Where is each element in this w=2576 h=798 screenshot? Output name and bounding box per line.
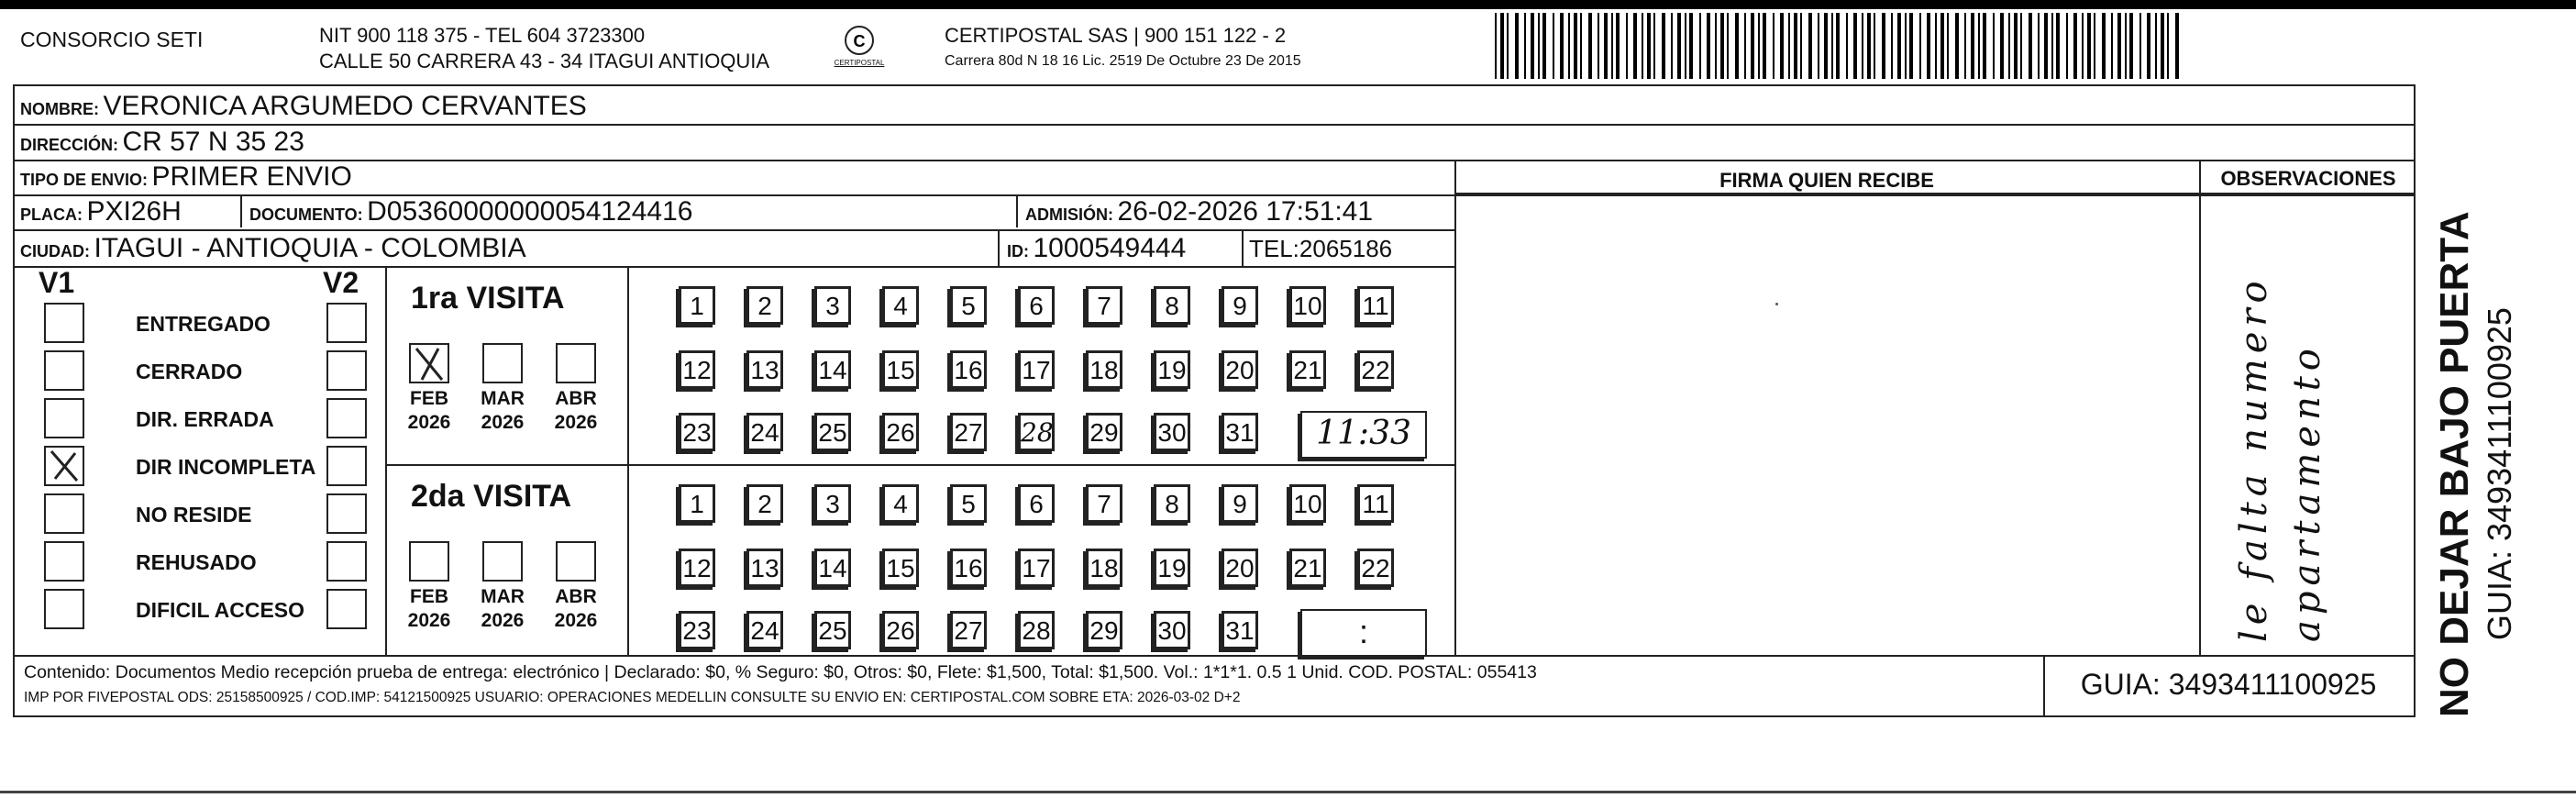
barcode-bar bbox=[1909, 13, 1913, 79]
barcode-bar bbox=[1588, 13, 1592, 79]
barcode-bar bbox=[1707, 13, 1710, 79]
rule bbox=[385, 464, 1454, 466]
plate-value: PXI26H bbox=[86, 196, 182, 227]
rule bbox=[13, 229, 1454, 231]
name-row bbox=[20, 91, 587, 122]
address-row bbox=[20, 127, 304, 158]
barcode-bar bbox=[1905, 13, 1907, 79]
barcode-bar bbox=[2020, 13, 2022, 79]
barcode-bar bbox=[2147, 13, 2150, 79]
barcode-bar bbox=[1604, 13, 1608, 79]
day-box[interactable]: 23 bbox=[679, 413, 715, 451]
barcode-bar bbox=[1818, 13, 1819, 79]
day-box[interactable]: 23 bbox=[679, 611, 715, 649]
barcode-bar bbox=[1744, 13, 1746, 79]
rule bbox=[1242, 231, 1244, 266]
frame-left bbox=[13, 84, 15, 717]
barcode-bar bbox=[1500, 13, 1504, 79]
day-box[interactable]: 8 bbox=[1154, 484, 1190, 523]
day-box[interactable]: 13 bbox=[746, 549, 783, 587]
admission-label: ADMISIÓN: bbox=[1025, 205, 1113, 224]
address-value: CR 57 N 35 23 bbox=[122, 127, 304, 157]
day-box[interactable]: 30 bbox=[1154, 413, 1190, 451]
observations-header: OBSERVACIONES bbox=[2220, 167, 2396, 190]
signature-area[interactable] bbox=[1454, 194, 2199, 653]
day-box[interactable]: 28 bbox=[1018, 413, 1055, 451]
barcode-bar bbox=[2139, 13, 2141, 79]
month-checkbox[interactable] bbox=[556, 343, 596, 383]
month-label bbox=[402, 585, 457, 633]
day-box[interactable]: 26 bbox=[882, 413, 919, 451]
barcode-bar bbox=[2066, 13, 2068, 79]
barcode-bar bbox=[1715, 13, 1717, 79]
day-box[interactable]: 22 bbox=[1357, 350, 1394, 389]
frame-top bbox=[13, 84, 2416, 86]
barcode-bar bbox=[1685, 13, 1686, 79]
barcode-bar bbox=[1751, 13, 1754, 79]
day-box[interactable]: 3 bbox=[814, 286, 851, 325]
observations-handwriting bbox=[2206, 211, 2389, 642]
day-box[interactable]: 27 bbox=[950, 611, 987, 649]
rule bbox=[240, 194, 242, 227]
barcode-bar bbox=[2051, 13, 2053, 79]
month-name: MAR bbox=[481, 388, 525, 409]
month-year: 2026 bbox=[481, 412, 525, 433]
rule bbox=[385, 266, 387, 655]
plate-label: PLACA: bbox=[20, 205, 83, 224]
barcode-bar bbox=[1993, 13, 1995, 79]
barcode-bar bbox=[2102, 13, 2106, 79]
barcode-bar bbox=[2014, 13, 2018, 79]
v2-status-checkbox[interactable] bbox=[326, 541, 367, 582]
status-label: DIR. ERRADA bbox=[136, 407, 274, 431]
barcode-bar bbox=[1897, 13, 1901, 79]
barcode-bar bbox=[1515, 13, 1519, 79]
footer-imp: IMP POR FIVEPOSTAL ODS: 25158500925 / COD.IMP: 54121500925 USUARIO: OPERACIONES MEDELLIN CONSULTE SU ENVIO EN: CERTIPOSTAL.COM SOBRE ETA: 2026-03-02 D+2 bbox=[24, 690, 1241, 705]
admission-value: 26-02-2026 17:51:41 bbox=[1117, 196, 1374, 227]
barcode-bar bbox=[1940, 13, 1944, 79]
barcode-bar bbox=[1919, 13, 1921, 79]
barcode-bar bbox=[1560, 13, 1564, 79]
day-box[interactable]: 21 bbox=[1289, 549, 1326, 587]
month-name: FEB bbox=[410, 388, 448, 409]
v2-status-checkbox[interactable] bbox=[326, 303, 367, 343]
rule bbox=[627, 266, 629, 655]
day-box[interactable]: 11 bbox=[1357, 484, 1394, 523]
day-box[interactable]: 4 bbox=[882, 484, 919, 523]
month-label bbox=[475, 387, 530, 435]
day-box[interactable]: 6 bbox=[1018, 286, 1055, 325]
side-panel bbox=[2414, 84, 2570, 717]
day-box[interactable]: 14 bbox=[814, 350, 851, 389]
barcode-bar bbox=[1971, 13, 1974, 79]
day-box[interactable]: 18 bbox=[1086, 350, 1122, 389]
barcode-bar bbox=[1891, 13, 1893, 79]
barcode-bar bbox=[2111, 13, 2113, 79]
barcode-bar bbox=[1846, 13, 1848, 79]
status-label: NO RESIDE bbox=[136, 503, 252, 526]
day-box[interactable]: 11 bbox=[1357, 286, 1394, 325]
barcode-bar bbox=[1964, 13, 1966, 79]
barcode-bar bbox=[1867, 13, 1871, 79]
day-box[interactable]: 9 bbox=[1222, 484, 1258, 523]
barcode-bar bbox=[1794, 13, 1797, 79]
barcode-bar bbox=[1574, 13, 1577, 79]
day-box[interactable]: 31 bbox=[1222, 413, 1258, 451]
barcode-bar bbox=[1720, 13, 1724, 79]
day-box[interactable]: 27 bbox=[950, 413, 987, 451]
barcode-bar bbox=[1633, 13, 1637, 79]
bottom-edge bbox=[0, 791, 2576, 793]
day-box[interactable]: 5 bbox=[950, 484, 987, 523]
month-year: 2026 bbox=[407, 610, 451, 631]
visit-time-box[interactable]: 11:33 bbox=[1300, 411, 1427, 459]
month-checkbox[interactable] bbox=[482, 343, 523, 383]
barcode-bar bbox=[1800, 13, 1802, 79]
barcode-bar bbox=[1983, 13, 1986, 79]
barcode-bar bbox=[1568, 13, 1570, 79]
month-name: ABR bbox=[555, 388, 597, 409]
month-label bbox=[548, 387, 603, 435]
barcode-bar bbox=[1824, 13, 1828, 79]
month-name: FEB bbox=[410, 586, 448, 607]
barcode-bar bbox=[2008, 13, 2010, 79]
barcode-bar bbox=[2000, 13, 2004, 79]
day-box[interactable]: 26 bbox=[882, 611, 919, 649]
barcode-bar bbox=[1874, 13, 1875, 79]
day-box[interactable]: 9 bbox=[1222, 286, 1258, 325]
day-box[interactable]: 24 bbox=[746, 413, 783, 451]
v1-status-checkbox[interactable] bbox=[44, 493, 84, 534]
day-box[interactable]: 19 bbox=[1154, 549, 1190, 587]
rule bbox=[13, 124, 2416, 126]
day-box[interactable]: 25 bbox=[814, 611, 851, 649]
day-box[interactable]: 1 bbox=[679, 484, 715, 523]
observation-line-1: le falta numero bbox=[2233, 275, 2275, 642]
document-value: D05360000000054124416 bbox=[367, 196, 693, 227]
footer-guide: GUIA: 3493411100925 bbox=[2080, 668, 2377, 701]
rule bbox=[2199, 160, 2201, 655]
city-label: CIUDAD: bbox=[20, 242, 90, 260]
day-box[interactable]: 20 bbox=[1222, 350, 1258, 389]
month-year: 2026 bbox=[481, 610, 525, 631]
barcode-bar bbox=[1763, 13, 1766, 79]
barcode-bar bbox=[2082, 13, 2084, 79]
barcode-bar bbox=[1935, 13, 1937, 79]
day-box[interactable]: 2 bbox=[746, 286, 783, 325]
day-box[interactable]: 17 bbox=[1018, 549, 1055, 587]
license-line: Carrera 80d N 18 16 Lic. 2519 De Octubre 23 De 2015 bbox=[945, 53, 1301, 69]
day-box[interactable]: 22 bbox=[1357, 549, 1394, 587]
v1-status-checkbox[interactable] bbox=[44, 541, 84, 582]
v1-status-checkbox[interactable] bbox=[44, 589, 84, 629]
day-box[interactable]: 16 bbox=[950, 350, 987, 389]
barcode-bar bbox=[2094, 13, 2095, 79]
barcode-bar bbox=[2129, 13, 2133, 79]
name-value: VERONICA ARGUMEDO CERVANTES bbox=[103, 91, 587, 121]
plate-field bbox=[20, 196, 182, 227]
month-label bbox=[548, 585, 603, 633]
barcode-bar bbox=[1853, 13, 1857, 79]
barcode-bar bbox=[2073, 13, 2077, 79]
day-box[interactable]: 16 bbox=[950, 549, 987, 587]
v2-status-checkbox[interactable] bbox=[326, 350, 367, 391]
v1-status-checkbox[interactable] bbox=[44, 303, 84, 343]
day-box[interactable]: 6 bbox=[1018, 484, 1055, 523]
month-checkbox[interactable] bbox=[556, 541, 596, 582]
month-year: 2026 bbox=[554, 412, 598, 433]
day-box[interactable]: 3 bbox=[814, 484, 851, 523]
tel-label: TEL: bbox=[1249, 235, 1299, 262]
day-box[interactable]: 10 bbox=[1289, 286, 1326, 325]
status-label: DIFICIL ACCESO bbox=[136, 598, 305, 622]
barcode-bar bbox=[2044, 13, 2048, 79]
barcode-bar bbox=[1699, 13, 1701, 79]
rule bbox=[13, 160, 2416, 161]
day-box[interactable]: 25 bbox=[814, 413, 851, 451]
month-checkbox[interactable] bbox=[409, 541, 449, 582]
barcode-bar bbox=[2087, 13, 2091, 79]
visit-title: 1ra VISITA bbox=[411, 281, 565, 316]
barcode-bar bbox=[1507, 13, 1509, 79]
barcode-bar bbox=[1653, 13, 1655, 79]
dot bbox=[1775, 303, 1778, 305]
rule bbox=[13, 655, 2416, 657]
barcode-bar bbox=[1927, 13, 1930, 79]
barcode-bar bbox=[1735, 13, 1739, 79]
address-label: DIRECCIÓN: bbox=[20, 136, 118, 154]
barcode-bar bbox=[2161, 13, 2164, 79]
barcode-bar bbox=[1662, 13, 1665, 79]
barcode-bar bbox=[1524, 13, 1526, 79]
day-box[interactable]: 8 bbox=[1154, 286, 1190, 325]
barcode-bar bbox=[1882, 13, 1885, 79]
barcode-bar bbox=[1616, 13, 1620, 79]
barcode-bar bbox=[1580, 13, 1582, 79]
v2-label: V2 bbox=[323, 266, 359, 299]
barcode-bar bbox=[1671, 13, 1673, 79]
day-box[interactable]: 28 bbox=[1018, 611, 1055, 649]
frame-bottom bbox=[13, 715, 2416, 717]
rule bbox=[13, 266, 1454, 268]
barcode-bar bbox=[1495, 13, 1497, 79]
barcode-bar bbox=[1538, 13, 1540, 79]
barcode-bar bbox=[1642, 13, 1643, 79]
visit-title: 2da VISITA bbox=[411, 479, 572, 514]
barcode-bar bbox=[1689, 13, 1693, 79]
day-box[interactable]: 1 bbox=[679, 286, 715, 325]
day-box[interactable]: 19 bbox=[1154, 350, 1190, 389]
nit-line: NIT 900 118 375 - TEL 604 3723300 bbox=[319, 24, 646, 47]
month-name: MAR bbox=[481, 586, 525, 607]
carrier-line: CERTIPOSTAL SAS | 900 151 122 - 2 bbox=[945, 24, 1287, 47]
day-box[interactable]: 7 bbox=[1086, 286, 1122, 325]
barcode-bar bbox=[1531, 13, 1534, 79]
document-field bbox=[249, 196, 692, 227]
name-label: NOMBRE: bbox=[20, 100, 99, 118]
barcode-bar bbox=[2167, 13, 2169, 79]
barcode-bar bbox=[1862, 13, 1863, 79]
day-box[interactable]: 17 bbox=[1018, 350, 1055, 389]
type-row bbox=[20, 161, 352, 193]
address-line: CALLE 50 CARRERA 43 - 34 ITAGUI ANTIOQUIA bbox=[319, 50, 770, 72]
v1-status-checkbox[interactable] bbox=[44, 398, 84, 438]
month-label bbox=[475, 585, 530, 633]
svg-text:C: C bbox=[853, 32, 866, 50]
barcode-bar bbox=[1780, 13, 1784, 79]
month-label bbox=[402, 387, 457, 435]
barcode-bar bbox=[2125, 13, 2127, 79]
month-checkbox[interactable] bbox=[409, 343, 449, 383]
barcode-bar bbox=[2029, 13, 2032, 79]
barcode-bar bbox=[1955, 13, 1959, 79]
tel-value: 2065186 bbox=[1299, 235, 1393, 262]
status-label: ENTREGADO bbox=[136, 312, 271, 336]
visit-time-box[interactable]: : bbox=[1300, 609, 1427, 657]
certipostal-logo bbox=[825, 22, 893, 77]
side-guide-text: GUIA: 3493411100925 bbox=[2481, 307, 2518, 640]
day-box[interactable]: 15 bbox=[882, 549, 919, 587]
month-checkbox[interactable] bbox=[482, 541, 523, 582]
city-field bbox=[20, 233, 526, 264]
v2-status-checkbox[interactable] bbox=[326, 398, 367, 438]
id-value: 1000549444 bbox=[1033, 233, 1187, 263]
day-box[interactable]: 2 bbox=[746, 484, 783, 523]
barcode-bar bbox=[1758, 13, 1760, 79]
tel-field bbox=[1249, 235, 1392, 263]
v1-label: V1 bbox=[39, 266, 75, 299]
barcode-bar bbox=[1947, 13, 1949, 79]
day-box[interactable]: 29 bbox=[1086, 413, 1122, 451]
day-box[interactable]: 5 bbox=[950, 286, 987, 325]
day-box[interactable]: 14 bbox=[814, 549, 851, 587]
signature-header: FIRMA QUIEN RECIBE bbox=[1719, 169, 1934, 192]
rule bbox=[1016, 194, 1018, 227]
day-box[interactable]: 12 bbox=[679, 350, 715, 389]
top-border bbox=[0, 0, 2576, 9]
logo-text: CERTIPOSTAL bbox=[834, 59, 885, 67]
barcode-bar bbox=[2117, 13, 2121, 79]
barcode-bar bbox=[1978, 13, 1980, 79]
day-box[interactable]: 7 bbox=[1086, 484, 1122, 523]
status-label: REHUSADO bbox=[136, 550, 257, 574]
barcode-bar bbox=[2056, 13, 2060, 79]
id-field bbox=[1007, 233, 1186, 264]
admission-field bbox=[1025, 196, 1373, 227]
document-label: DOCUMENTO: bbox=[249, 205, 363, 224]
day-box[interactable]: 10 bbox=[1289, 484, 1326, 523]
day-box[interactable]: 4 bbox=[882, 286, 919, 325]
barcode-bar bbox=[1647, 13, 1651, 79]
barcode-bar bbox=[2175, 13, 2179, 79]
barcode-bar bbox=[1553, 13, 1554, 79]
day-box[interactable]: 20 bbox=[1222, 549, 1258, 587]
no-dejar-text: NO DEJAR BAJO PUERTA bbox=[2432, 211, 2477, 717]
month-year: 2026 bbox=[554, 610, 598, 631]
barcode-bar bbox=[1677, 13, 1681, 79]
id-label: ID: bbox=[1007, 242, 1029, 260]
day-box[interactable]: 13 bbox=[746, 350, 783, 389]
v2-status-checkbox[interactable] bbox=[326, 493, 367, 534]
status-label: DIR INCOMPLETA bbox=[136, 455, 316, 479]
barcode bbox=[1495, 13, 2183, 79]
v2-status-checkbox[interactable] bbox=[326, 589, 367, 629]
status-label: CERRADO bbox=[136, 360, 243, 383]
barcode-bar bbox=[1788, 13, 1790, 79]
barcode-bar bbox=[2155, 13, 2157, 79]
day-box[interactable]: 30 bbox=[1154, 611, 1190, 649]
day-box[interactable]: 15 bbox=[882, 350, 919, 389]
day-box[interactable]: 18 bbox=[1086, 549, 1122, 587]
barcode-bar bbox=[1542, 13, 1546, 79]
day-box[interactable]: 24 bbox=[746, 611, 783, 649]
month-name: ABR bbox=[555, 586, 597, 607]
v1-status-checkbox[interactable] bbox=[44, 350, 84, 391]
day-box[interactable]: 12 bbox=[679, 549, 715, 587]
barcode-bar bbox=[1598, 13, 1599, 79]
rule bbox=[998, 231, 1000, 266]
v2-status-checkbox[interactable] bbox=[326, 446, 367, 486]
day-box[interactable]: 31 bbox=[1222, 611, 1258, 649]
type-label: TIPO DE ENVIO: bbox=[20, 171, 149, 189]
barcode-bar bbox=[1808, 13, 1812, 79]
barcode-bar bbox=[1626, 13, 1628, 79]
month-year: 2026 bbox=[407, 412, 451, 433]
type-value: PRIMER ENVIO bbox=[151, 161, 352, 192]
day-box[interactable]: 21 bbox=[1289, 350, 1326, 389]
barcode-bar bbox=[2038, 13, 2040, 79]
day-box[interactable]: 29 bbox=[1086, 611, 1122, 649]
city-value: ITAGUI - ANTIOQUIA - COLOMBIA bbox=[94, 233, 526, 263]
barcode-bar bbox=[1611, 13, 1613, 79]
v1-status-checkbox[interactable] bbox=[44, 446, 84, 486]
barcode-bar bbox=[1831, 13, 1833, 79]
company-name: CONSORCIO SETI bbox=[20, 28, 204, 51]
barcode-bar bbox=[1773, 13, 1774, 79]
barcode-bar bbox=[1727, 13, 1729, 79]
footer-content: Contenido: Documentos Medio recepción prueba de entrega: electrónico | Declarado: $0, % Seguro: $0, Otros: $0, Flete: $1,500, Total: $1,500. Vol.: 1*1*1. 0.5 1 Unid. COD. POSTAL: 055413 bbox=[24, 662, 1537, 682]
observation-line-2: apartamento bbox=[2286, 343, 2328, 642]
barcode-bar bbox=[1836, 13, 1840, 79]
